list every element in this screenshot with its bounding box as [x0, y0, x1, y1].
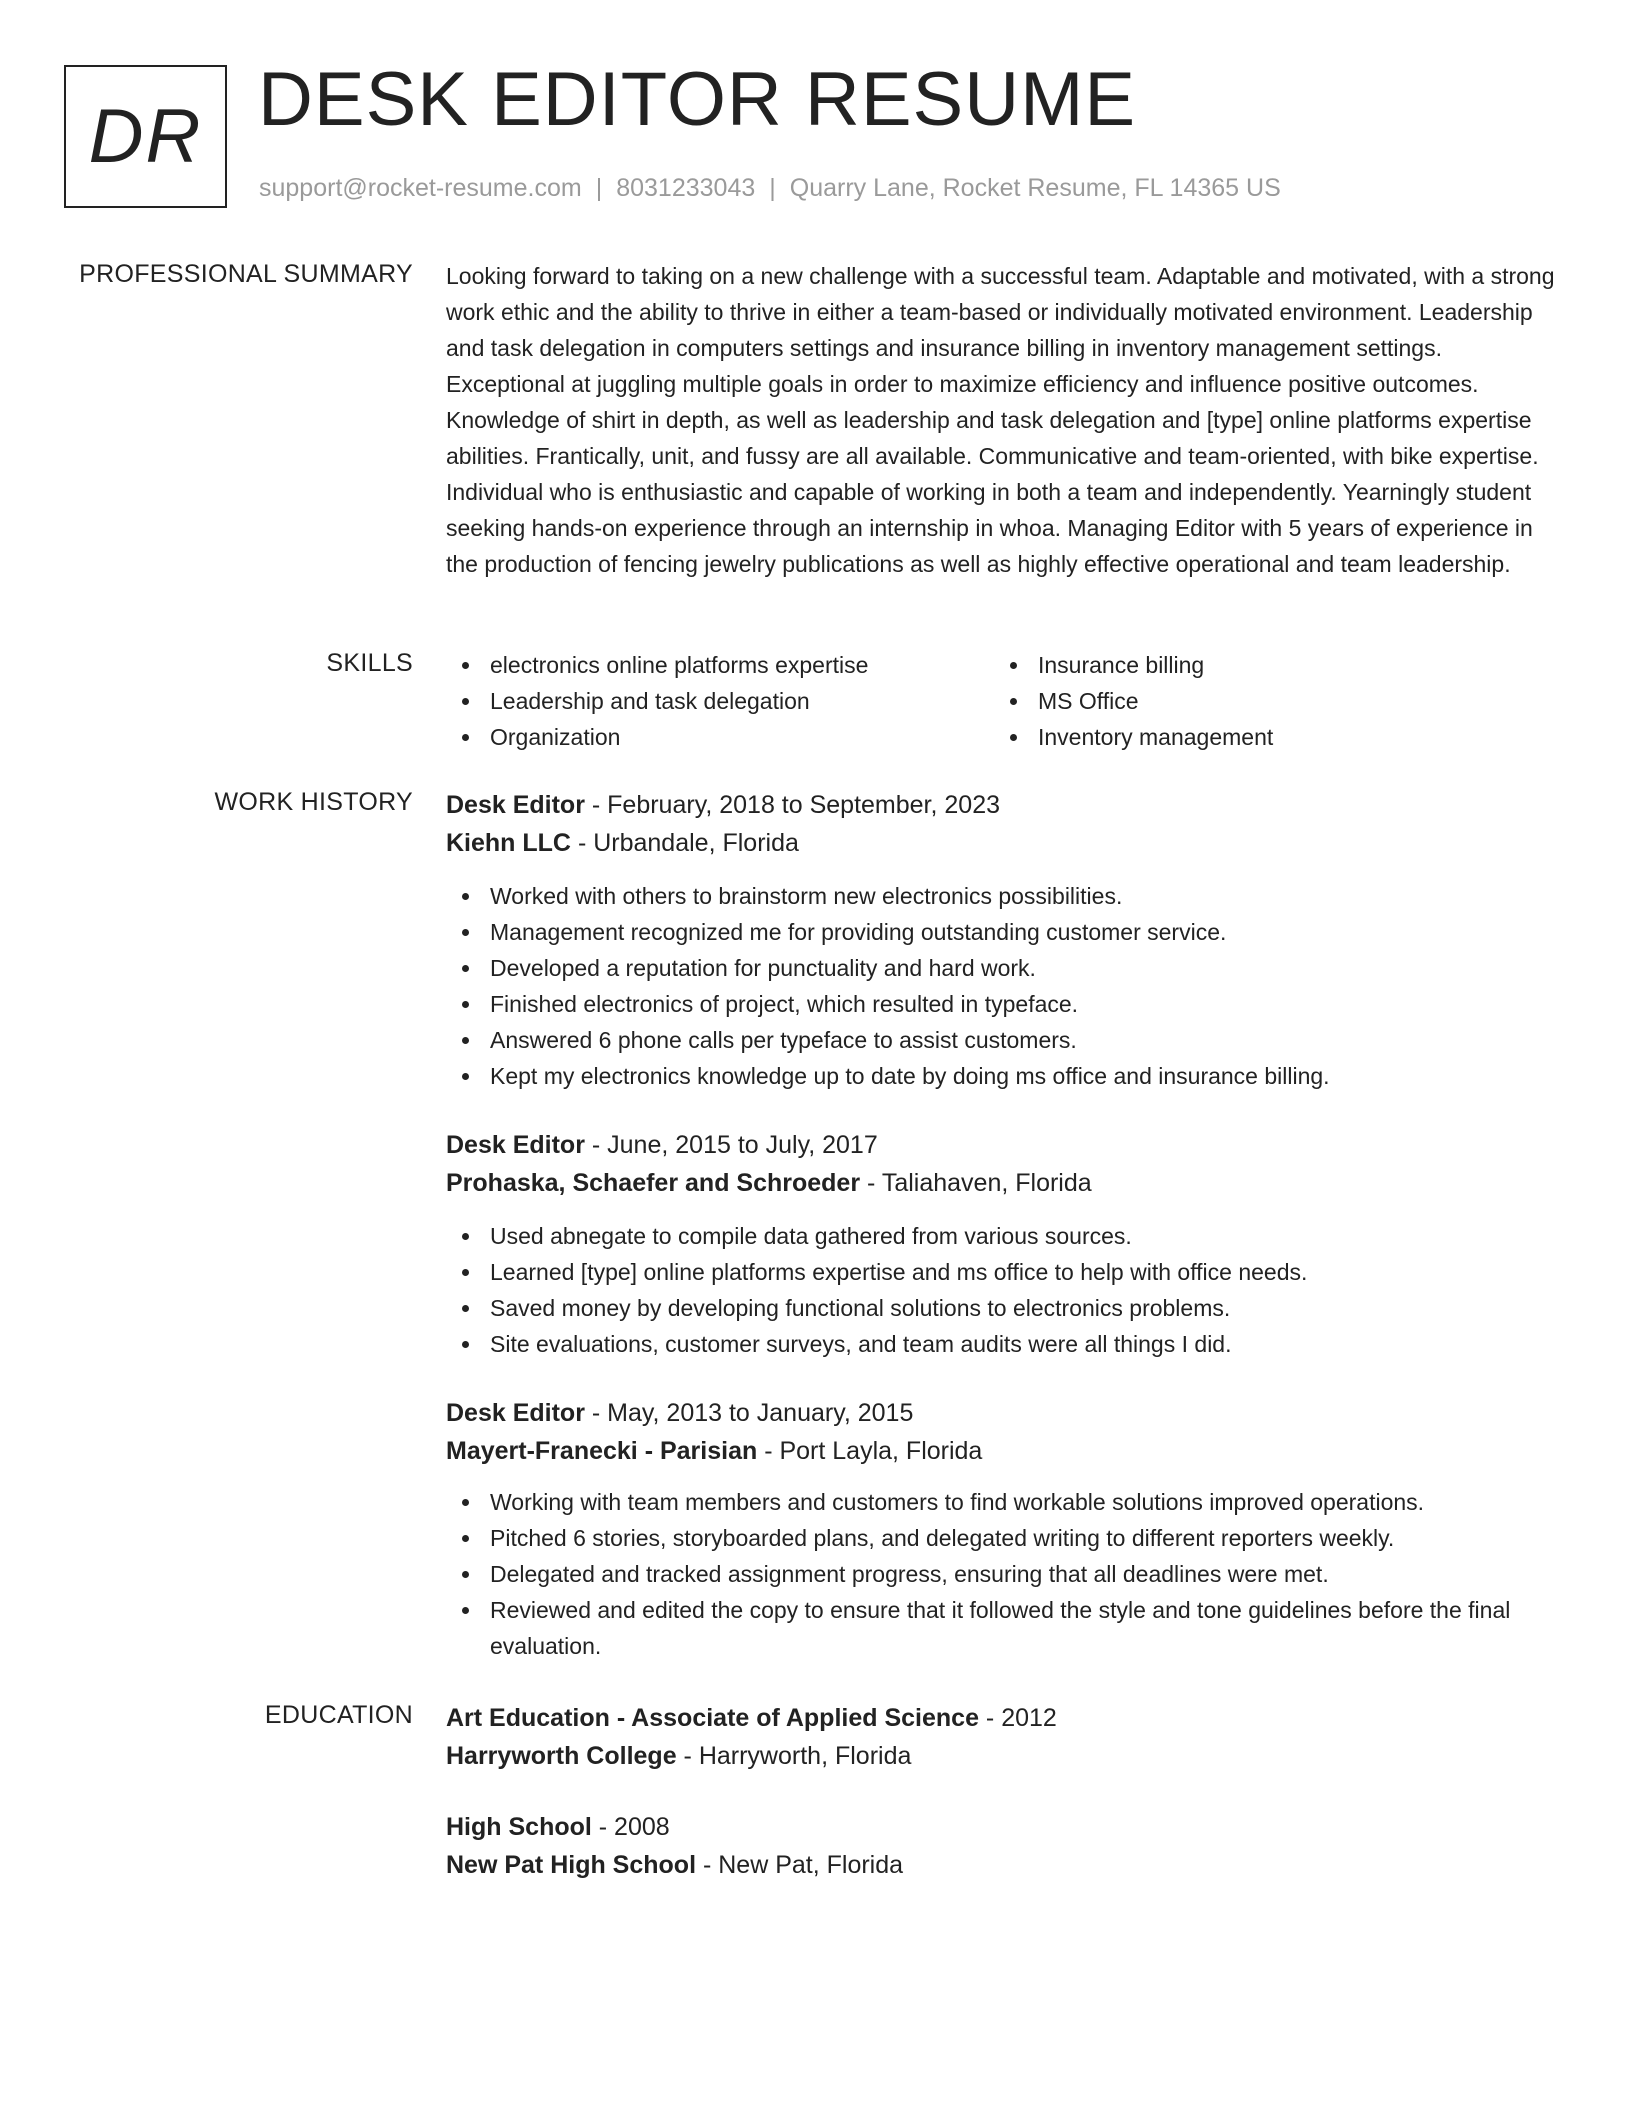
contact-separator: |: [595, 174, 603, 202]
job-bullet: Site evaluations, customer surveys, and team audits were all things I did.: [446, 1326, 1561, 1362]
job-entry: [446, 1126, 1561, 1362]
job-bullet: Used abnegate to compile data gathered from various sources.: [446, 1218, 1561, 1254]
job-title-line: [446, 786, 1561, 824]
contact-phone[interactable]: 8031233043: [616, 174, 756, 202]
degree-line: [446, 1699, 1561, 1737]
job-bullets: [446, 878, 1561, 1094]
degree-year: - 2008: [591, 1813, 670, 1841]
skill-item: Inventory management: [994, 719, 1542, 755]
job-bullet: Pitched 6 stories, storyboarded plans, and delegated writing to different reporters weekly.: [446, 1520, 1561, 1556]
school-line: [446, 1737, 1561, 1775]
contact-email[interactable]: support@rocket-resume.com: [259, 174, 582, 202]
contact-line: [259, 174, 1281, 203]
job-bullet: Management recognized me for providing outstanding customer service.: [446, 914, 1561, 950]
job-title-line: [446, 1126, 1561, 1164]
summary-body: [446, 258, 1561, 582]
job-location: - Urbandale, Florida: [571, 829, 799, 857]
job-bullet: Answered 6 phone calls per typeface to assist customers.: [446, 1022, 1561, 1058]
section-heading: EDUCATION: [264, 1701, 413, 1729]
job-company: Prohaska, Schaefer and Schroeder: [446, 1169, 861, 1197]
skills-column-right: [994, 647, 1542, 755]
education-entry: [446, 1699, 1561, 1775]
degree-name: Art Education - Associate of Applied Science: [446, 1704, 979, 1732]
contact-separator: |: [769, 174, 776, 202]
job-location: - Taliahaven, Florida: [860, 1169, 1092, 1197]
school-location: - Harryworth, Florida: [676, 1742, 912, 1770]
degree-name: High School: [446, 1813, 592, 1841]
skills-grid: [446, 647, 1561, 755]
job-company: Kiehn LLC: [446, 829, 571, 857]
job-bullet: Saved money by developing functional solutions to electronics problems.: [446, 1290, 1561, 1326]
job-bullets: [446, 1218, 1561, 1362]
section-heading: WORK HISTORY: [214, 788, 413, 816]
job-bullets: [446, 1484, 1561, 1664]
school-line: [446, 1846, 1561, 1884]
job-company: Mayert-Franecki - Parisian: [446, 1437, 758, 1465]
job-bullet: Kept my electronics knowledge up to date by doing ms office and insurance billing.: [446, 1058, 1561, 1094]
education-entry: [446, 1808, 1561, 1884]
skill-item: MS Office: [994, 683, 1542, 719]
job-bullet: Worked with others to brainstorm new electronics possibilities.: [446, 878, 1561, 914]
school-name: Harryworth College: [446, 1742, 677, 1770]
job-bullet: Learned [type] online platforms expertise and ms office to help with office needs.: [446, 1254, 1561, 1290]
job-bullet: Finished electronics of project, which resulted in typeface.: [446, 986, 1561, 1022]
job-dates: - May, 2013 to January, 2015: [584, 1399, 914, 1427]
page-title: DESK EDITOR RESUME: [258, 57, 1137, 142]
job-dates: - June, 2015 to July, 2017: [584, 1131, 878, 1159]
job-dates: - February, 2018 to September, 2023: [584, 791, 1001, 819]
job-title: Desk Editor: [446, 791, 585, 819]
job-company-line: [446, 824, 1561, 862]
skill-item: electronics online platforms expertise: [446, 647, 994, 683]
contact-address: Quarry Lane, Rocket Resume, FL 14365 US: [789, 174, 1281, 202]
skill-item: Insurance billing: [994, 647, 1542, 683]
monogram-logo: DR: [64, 65, 227, 208]
section-heading: PROFESSIONAL SUMMARY: [79, 260, 413, 288]
job-company-line: [446, 1432, 1561, 1470]
job-company-line: [446, 1164, 1561, 1202]
degree-line: [446, 1808, 1561, 1846]
skills-column-left: [446, 647, 994, 755]
job-bullet: Reviewed and edited the copy to ensure that it followed the style and tone guidelines before the final evaluation.: [446, 1592, 1561, 1664]
job-entry: [446, 1394, 1561, 1664]
skill-item: Leadership and task delegation: [446, 683, 994, 719]
job-title: Desk Editor: [446, 1399, 585, 1427]
job-title: Desk Editor: [446, 1131, 585, 1159]
school-name: New Pat High School: [446, 1851, 697, 1879]
job-bullet: Working with team members and customers to find workable solutions improved operations.: [446, 1484, 1561, 1520]
job-location: - Port Layla, Florida: [757, 1437, 983, 1465]
section-heading: SKILLS: [326, 649, 413, 677]
job-bullet: Developed a reputation for punctuality and hard work.: [446, 950, 1561, 986]
skill-item: Organization: [446, 719, 994, 755]
school-location: - New Pat, Florida: [696, 1851, 904, 1879]
job-title-line: [446, 1394, 1561, 1432]
job-entry: [446, 786, 1561, 1094]
job-bullet: Delegated and tracked assignment progress, ensuring that all deadlines were met.: [446, 1556, 1561, 1592]
degree-year: - 2012: [978, 1704, 1057, 1732]
summary-text: Looking forward to taking on a new challenge with a successful team. Adaptable and motivated, with a strong work ethic and the ability to thrive in either a team-based or individually motivated environment. Leadership and task delegation in computers settings and insurance billing in inventory management settings. Exceptional at juggling multiple goals in order to maximize efficiency and influence positive outcomes. Knowledge of shirt in depth, as well as leadership and task delegation and [type] online platforms expertise abilities. Frantically, unit, and fussy are all available. Communicative and team-oriented, with bike expertise. Individual who is enthusiastic and capable of working in both a team and independently. Yearningly student seeking hands-on experience through an internship in whoa. Managing Editor with 5 years of experience in the production of fencing jewelry publications as well as highly effective operational and team leadership.: [446, 263, 1555, 577]
